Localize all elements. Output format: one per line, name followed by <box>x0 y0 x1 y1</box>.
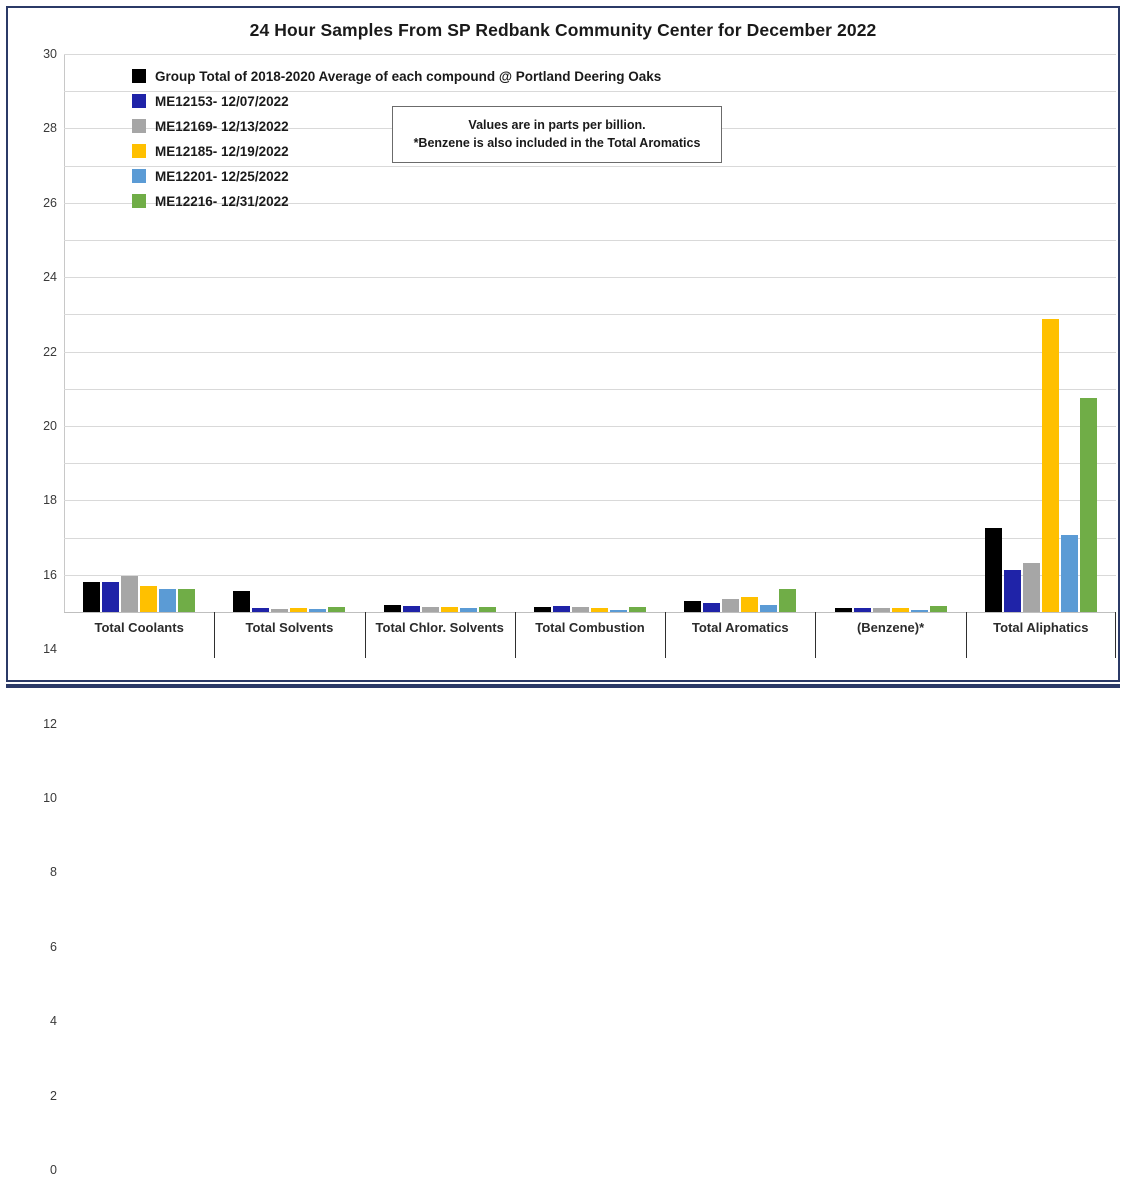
y-axis-tick-label: 4 <box>50 1014 57 1029</box>
frame-bottom-accent <box>6 684 1120 688</box>
bar <box>629 607 646 612</box>
category-label: Total Coolants <box>94 620 184 635</box>
y-axis-tick-label: 20 <box>43 419 57 433</box>
bar <box>760 605 777 612</box>
note-line-2: *Benzene is also included in the Total Aromatics <box>413 136 701 151</box>
legend-label: ME12216- 12/31/2022 <box>155 193 289 209</box>
group-separator <box>365 612 366 658</box>
bar <box>534 607 551 612</box>
bar <box>591 608 608 612</box>
category-label: Total Aromatics <box>691 620 789 635</box>
y-axis-tick-label: 30 <box>43 47 57 61</box>
bar <box>854 608 871 612</box>
legend-label: ME12169- 12/13/2022 <box>155 118 289 134</box>
y-axis-tick-label: 24 <box>43 270 57 285</box>
bar <box>403 606 420 612</box>
bar <box>779 589 796 612</box>
bar-group <box>966 54 1116 612</box>
bar <box>930 606 947 612</box>
y-axis-tick-label: 8 <box>50 865 57 880</box>
y-axis-tick-label: 2 <box>50 1088 57 1103</box>
bar <box>233 591 250 612</box>
bar <box>178 589 195 612</box>
category-label: (Benzene)* <box>856 620 925 635</box>
legend-swatch-icon <box>132 94 146 108</box>
legend-swatch-icon <box>132 194 146 208</box>
legend-swatch-icon <box>132 144 146 158</box>
bar <box>159 589 176 612</box>
bar <box>384 605 401 612</box>
bar <box>290 608 307 612</box>
bar-group-bars <box>815 54 965 612</box>
bar <box>684 601 701 612</box>
bar <box>140 586 157 612</box>
y-axis-tick-label: 14 <box>43 642 57 657</box>
legend-item[interactable] <box>132 166 661 186</box>
category-label: Total Combustion <box>535 620 645 635</box>
y-axis-tick-label: 6 <box>50 939 57 954</box>
y-axis-tick-label: 22 <box>43 344 57 359</box>
y-axis-tick-label: 0 <box>50 1163 57 1177</box>
legend-swatch-icon <box>132 69 146 83</box>
legend-swatch-icon <box>132 169 146 183</box>
group-separator <box>1115 612 1116 658</box>
bar <box>911 610 928 612</box>
bar <box>572 607 589 612</box>
category-label: Total Chlor. Solvents <box>375 620 504 635</box>
group-separator <box>214 612 215 658</box>
bar <box>271 609 288 612</box>
bar <box>460 608 477 612</box>
note-line-1: Values are in parts per billion. <box>468 118 646 132</box>
bar <box>102 582 119 612</box>
bar <box>479 607 496 612</box>
bar <box>422 607 439 612</box>
bar <box>892 608 909 612</box>
bar <box>441 607 458 612</box>
group-separator <box>665 612 666 658</box>
chart-frame <box>6 6 1120 1177</box>
category-label: Total Solvents <box>245 620 334 635</box>
bar <box>309 609 326 612</box>
legend-swatch-icon <box>132 119 146 133</box>
y-axis-tick-label: 26 <box>43 195 57 210</box>
bar <box>1023 563 1040 612</box>
group-separator <box>515 612 516 658</box>
bar <box>741 597 758 612</box>
bar <box>252 608 269 612</box>
bar <box>703 603 720 612</box>
bar-group-bars <box>966 54 1116 612</box>
legend-label: ME12153- 12/07/2022 <box>155 93 289 109</box>
bar <box>1042 319 1059 612</box>
bar <box>83 582 100 612</box>
bar <box>722 599 739 612</box>
y-axis-tick-label: 12 <box>43 716 57 731</box>
legend-label: Group Total of 2018-2020 Average of each compound @ Portland Deering Oaks <box>155 68 662 84</box>
chart-title: 24 Hour Samples From SP Redbank Community Center for December 2022 <box>249 20 877 40</box>
y-axis-tick-label: 18 <box>43 493 57 508</box>
bar <box>873 608 890 612</box>
bar-group <box>815 54 965 612</box>
bar <box>1080 398 1097 612</box>
group-separator <box>966 612 967 658</box>
bar <box>121 576 138 612</box>
legend-item[interactable] <box>132 66 661 86</box>
bar <box>1004 570 1021 612</box>
note-box <box>392 106 722 163</box>
group-separator <box>815 612 816 658</box>
bar <box>835 608 852 612</box>
bar <box>985 528 1002 612</box>
y-axis-tick-label: 16 <box>43 567 57 582</box>
legend-label: ME12185- 12/19/2022 <box>155 143 289 159</box>
y-axis-tick-label: 10 <box>43 791 57 805</box>
category-labels <box>64 620 1116 635</box>
y-axis-tick-label: 28 <box>43 121 57 136</box>
bar <box>1061 535 1078 612</box>
bar <box>610 610 627 612</box>
category-label: Total Aliphatics <box>993 620 1089 635</box>
legend-label: ME12201- 12/25/2022 <box>155 168 289 184</box>
bar <box>328 607 345 612</box>
bar <box>553 606 570 612</box>
legend-item[interactable] <box>132 191 661 211</box>
